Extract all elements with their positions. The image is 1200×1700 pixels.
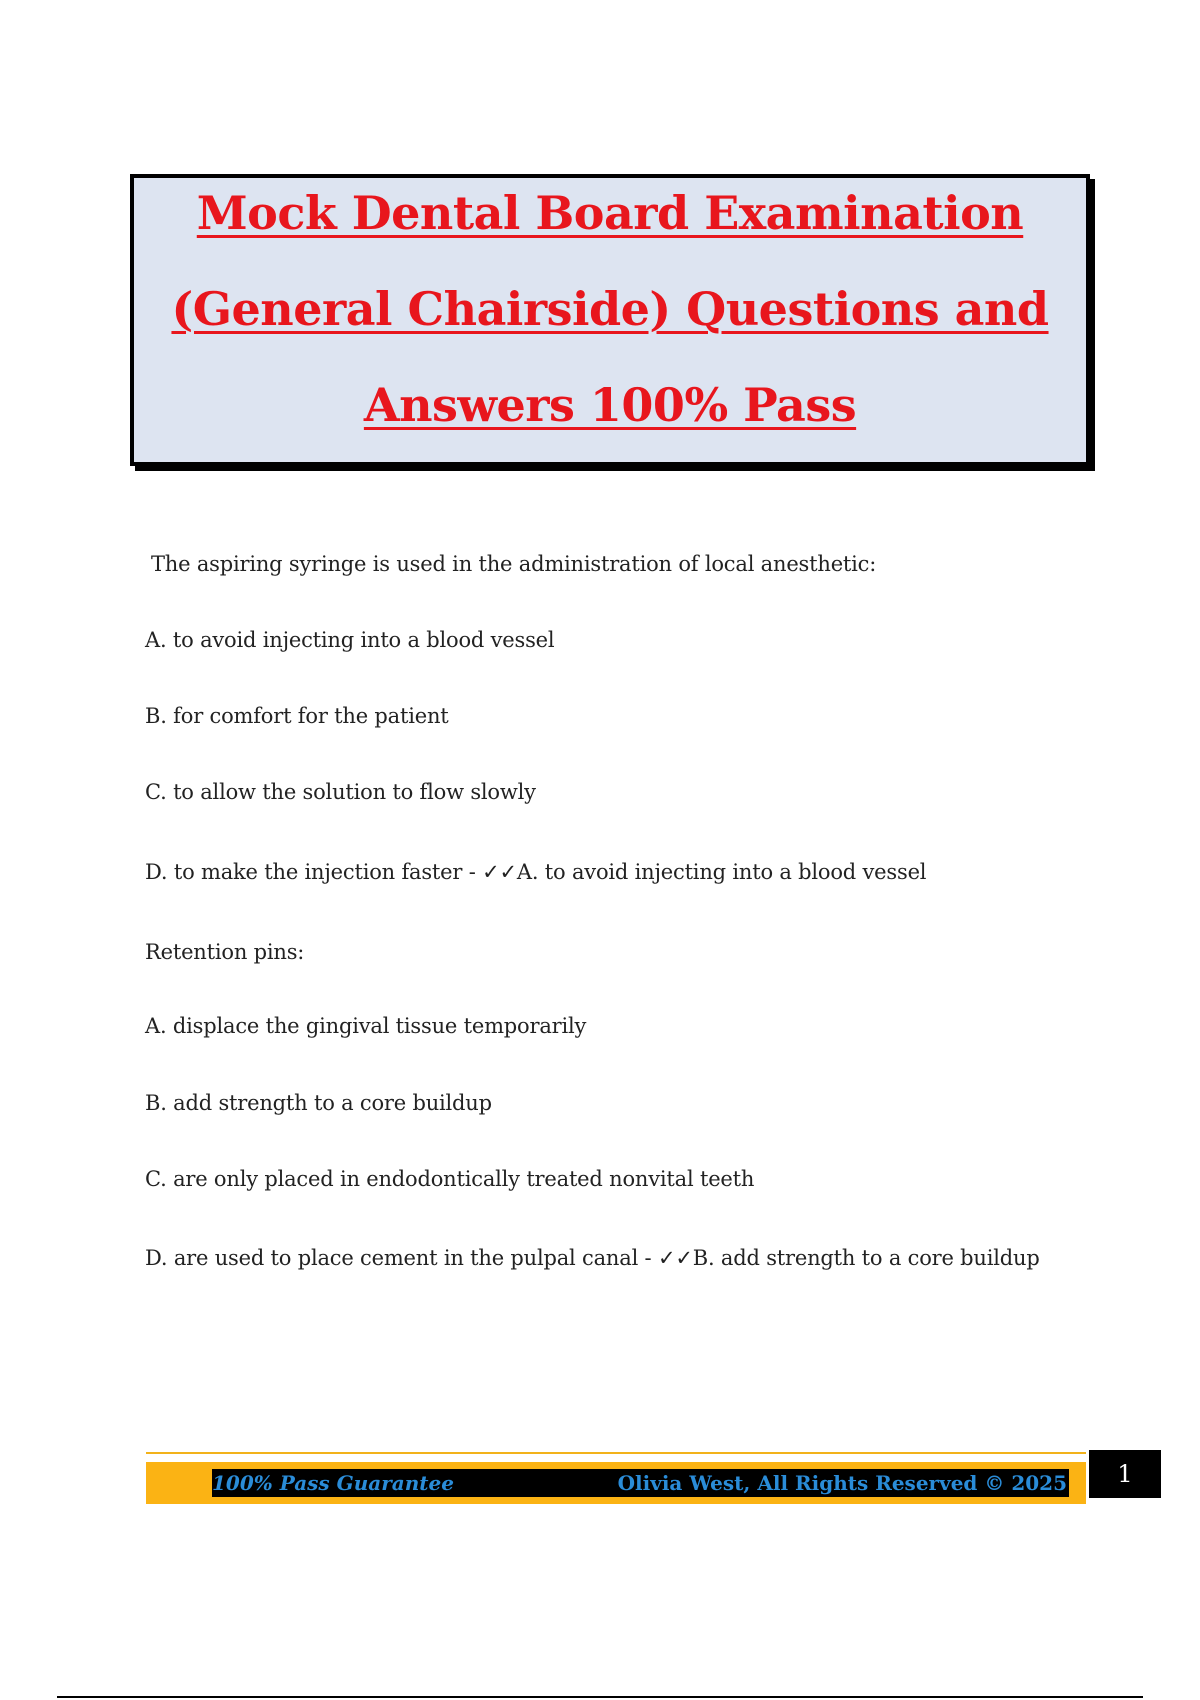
option-c: C. to allow the solution to flow slowly [145,780,536,804]
answer-text: B. add strength to a core buildup [692,1246,1040,1270]
document-title-line-1: Mock Dental Board Examination [196,186,1024,240]
answer-text: A. to avoid injecting into a blood vessel [516,860,927,884]
footer-copyright-text: Olivia West, All Rights Reserved © 2025 [617,1471,1067,1495]
option-a: A. displace the gingival tissue temporarily [145,1014,587,1038]
option-d: D. are used to place cement in the pulpal canal - [145,1246,658,1270]
option-c: C. are only placed in endodontically treated nonvital teeth [145,1167,755,1191]
option-a: A. to avoid injecting into a blood vessel [145,628,555,652]
document-title-line-2: (General Chairside) Questions and [171,282,1049,336]
option-d: D. to make the injection faster - [145,860,483,884]
check-mark-icon: ✓✓ [657,1246,693,1270]
page-number: 1 [1117,1460,1133,1488]
option-d-with-answer [145,1246,1040,1270]
footer-guarantee-text: 100% Pass Guarantee [212,1471,454,1495]
page-bottom-divider [57,1696,1143,1698]
footer-bar [146,1462,1086,1504]
page-number-box [1089,1450,1161,1498]
document-title-line-3: Answers 100% Pass [363,378,857,432]
title-box [130,174,1090,466]
question-prompt: Retention pins: [145,940,305,964]
option-b: B. for comfort for the patient [145,704,449,728]
option-b: B. add strength to a core buildup [145,1091,492,1115]
check-mark-icon: ✓✓ [482,860,517,884]
question-prompt: The aspiring syringe is used in the administration of local anesthetic: [151,552,877,576]
footer-divider [146,1452,1086,1454]
footer-inner [212,1469,1069,1497]
option-d-with-answer [145,860,926,884]
